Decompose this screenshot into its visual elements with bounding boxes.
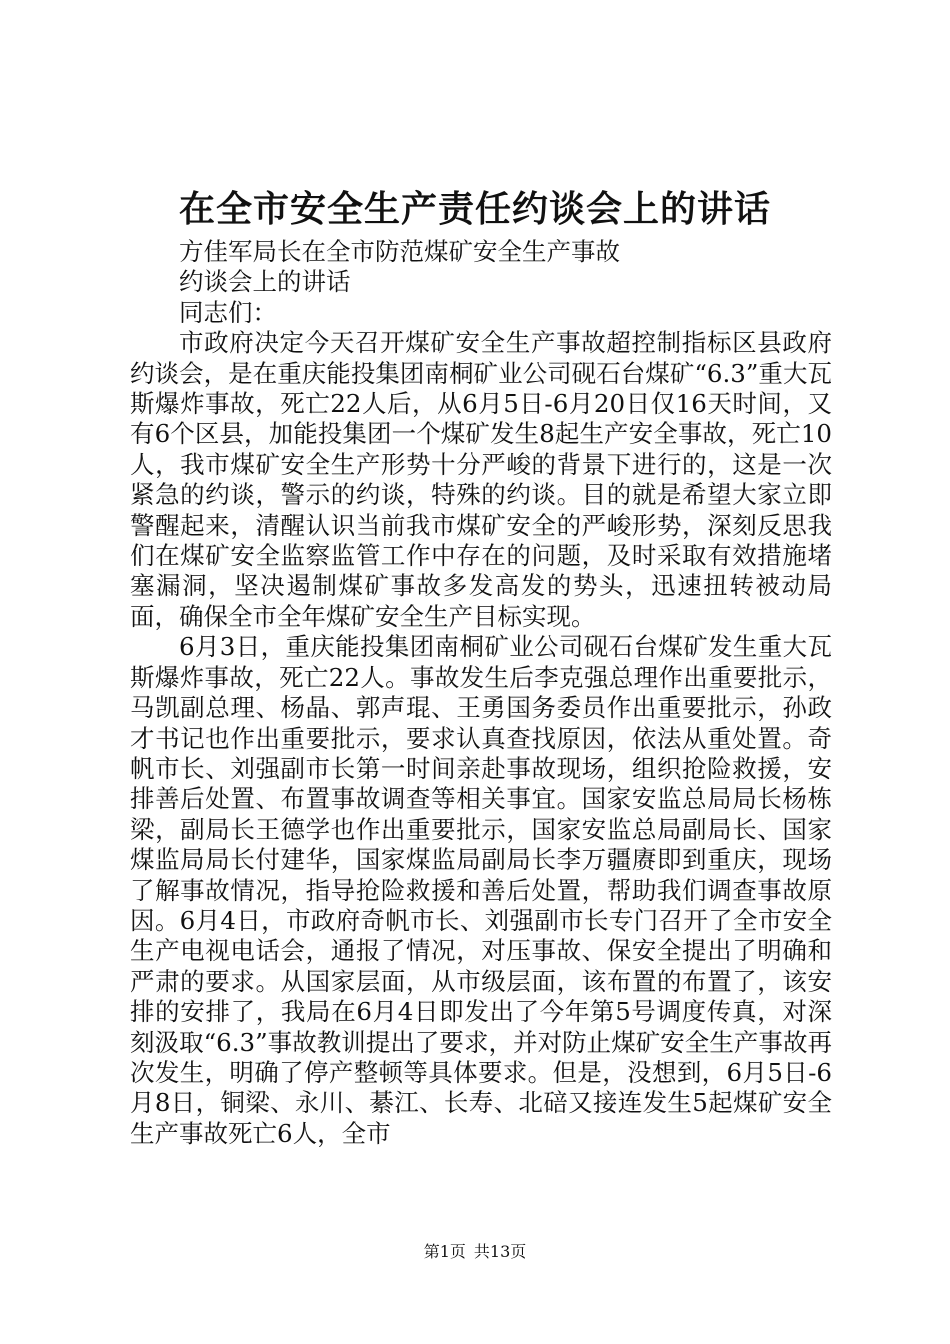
- paragraph-1: 市政府决定今天召开煤矿安全生产事故超控制指标区县政府约谈会，是在重庆能投集团南桐矿业公司砚石台煤矿“6.3”重大瓦斯爆炸事故，死亡22人后，从6月5日-6月20日仅16天时间，又有6个区县，加能投集团一个煤矿发生8起生产安全事故，死亡10人，我市煤矿安全生产形势十分严峻的背景下进行的，这是一次紧急的约谈，警示的约谈，特殊的约谈。目的就是希望大家立即警醒起来，清醒认识当前我市煤矿安全的严峻形势，深刻反思我们在煤矿安全监察监管工作中存在的问题，及时采取有效措施堵塞漏洞，坚决遏制煤矿事故多发高发的势头，迅速扭转被动局面，确保全市全年煤矿安全生产目标实现。: [130, 328, 832, 631]
- subtitle-line-1: 方佳军局长在全市防范煤矿安全生产事故: [179, 237, 620, 266]
- page-number-current: 第1页: [423, 1242, 466, 1261]
- document-title: 在全市安全生产责任约谈会上的讲话: [178, 188, 771, 230]
- subtitle-line-2: 约谈会上的讲话: [179, 267, 351, 297]
- document-body: [130, 237, 832, 1149]
- page-footer: [0, 1241, 950, 1263]
- salutation: 同志们：: [179, 297, 277, 327]
- page-number-total: 共13页: [473, 1242, 527, 1261]
- paragraph-2: 6月3日，重庆能投集团南桐矿业公司砚石台煤矿发生重大瓦斯爆炸事故，死亡22人。事故发生后李克强总理作出重要批示，马凯副总理、杨晶、郭声琨、王勇国务委员作出重要批示，孙政才书记也作出重要批示，要求认真查找原因，依法从重处置。奇帆市长、刘强副市长第一时间亲赴事故现场，组织抢险救援，安排善后处置、布置事故调查等相关事宜。国家安监总局局长杨栋梁，副局长王德学也作出重要批示，国家安监总局副局长、国家煤监局局长付建华，国家煤监局副局长李万疆赓即到重庆，现场了解事故情况，指导抢险救援和善后处置，帮助我们调查事故原因。6月4日，市政府奇帆市长、刘强副市长专门召开了全市安全生产电视电话会，通报了情况，对压事故、保安全提出了明确和严肃的要求。从国家层面，从市级层面，该布置的布置了，该安排的安排了，我局在6月4日即发出了今年第5号调度传真，对深刻汲取“6.3”事故教训提出了要求，并对防止煤矿安全生产事故再次发生，明确了停产整顿等具体要求。但是，没想到，6月5日-6月8日，铜梁、永川、綦江、长寿、北碚又接连发生5起煤矿安全生产事故死亡6人，全市: [130, 632, 832, 1148]
